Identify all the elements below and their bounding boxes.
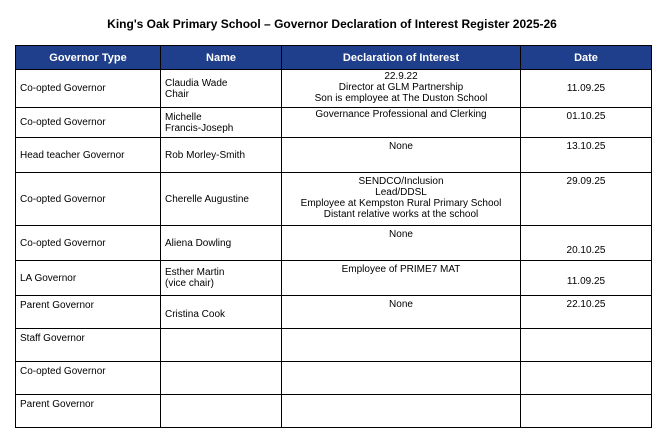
header-name: Name — [161, 46, 282, 70]
governor-type-cell: Co-opted Governor — [16, 70, 161, 108]
name-cell — [161, 108, 282, 138]
declaration-cell — [282, 138, 521, 173]
declaration-line: None — [389, 141, 413, 152]
table-header-row — [16, 46, 652, 70]
date-cell — [521, 329, 652, 362]
declaration-line: Governance Professional and Clerking — [315, 109, 487, 120]
declaration-cell — [282, 70, 521, 108]
declaration-cell — [282, 261, 521, 296]
name-line: Aliena Dowling — [165, 237, 232, 249]
declaration-cell — [282, 108, 521, 138]
header-declaration: Declaration of Interest — [282, 46, 521, 70]
date-cell: 11.09.25 — [521, 261, 652, 296]
declaration-cell — [282, 173, 521, 226]
governor-type-cell: Parent Governor — [16, 296, 161, 329]
name-line: Rob Morley-Smith — [165, 149, 246, 161]
table-row — [16, 108, 652, 138]
name-line: Chair — [165, 88, 189, 100]
governor-type-cell: Co-opted Governor — [16, 226, 161, 261]
name-line: Francis-Joseph — [165, 122, 234, 134]
table-row — [16, 395, 652, 428]
declaration-line: SENDCO/Inclusion — [358, 176, 444, 187]
governor-type-cell: Staff Governor — [16, 329, 161, 362]
page-title: King's Oak Primary School – Governor Declaration of Interest Register 2025-26 — [107, 17, 557, 31]
name-cell — [161, 226, 282, 261]
governor-type-cell: Co-opted Governor — [16, 362, 161, 395]
table-row — [16, 362, 652, 395]
governor-type-cell: Head teacher Governor — [16, 138, 161, 173]
date-cell — [521, 362, 652, 395]
name-line: Michelle — [165, 111, 202, 123]
date-cell: 13.10.25 — [521, 138, 652, 173]
name-cell — [161, 138, 282, 173]
declaration-cell — [282, 296, 521, 329]
header-governor-type: Governor Type — [16, 46, 161, 70]
governor-type-cell: LA Governor — [16, 261, 161, 296]
name-cell — [161, 70, 282, 108]
table-row — [16, 173, 652, 226]
declaration-cell — [282, 329, 521, 362]
declaration-line: Lead/DDSL — [375, 187, 427, 198]
table-row — [16, 261, 652, 296]
name-line: (vice chair) — [165, 278, 214, 289]
date-cell: 11.09.25 — [521, 70, 652, 108]
header-date: Date — [521, 46, 652, 70]
declaration-line: Distant relative works at the school — [323, 209, 479, 220]
table-row — [16, 329, 652, 362]
declaration-line: Son is employee at The Duston School — [314, 93, 488, 104]
declaration-line: None — [389, 299, 413, 310]
declaration-cell — [282, 362, 521, 395]
name-cell — [161, 296, 282, 329]
date-cell: 20.10.25 — [521, 226, 652, 261]
date-cell: 22.10.25 — [521, 296, 652, 329]
declaration-line: Employee of PRIME7 MAT — [341, 264, 461, 275]
name-line: Cristina Cook — [165, 309, 226, 320]
name-cell — [161, 173, 282, 226]
name-cell — [161, 395, 282, 428]
table-row — [16, 138, 652, 173]
governor-type-cell: Co-opted Governor — [16, 173, 161, 226]
name-cell — [161, 261, 282, 296]
table-row — [16, 70, 652, 108]
declaration-cell — [282, 395, 521, 428]
date-cell — [521, 395, 652, 428]
name-line: Cherelle Augustine — [165, 193, 249, 205]
name-line: Esther Martin — [165, 267, 225, 278]
declaration-line: None — [389, 229, 413, 240]
table-row — [16, 226, 652, 261]
declaration-line: 22.9.22 — [384, 71, 418, 82]
declaration-line: Employee at Kempston Rural Primary School — [300, 198, 502, 209]
declaration-cell — [282, 226, 521, 261]
date-cell: 29.09.25 — [521, 173, 652, 226]
table-row — [16, 296, 652, 329]
declaration-register-table — [15, 45, 652, 428]
name-cell — [161, 362, 282, 395]
declaration-line: Director at GLM Partnership — [338, 82, 464, 93]
name-cell — [161, 329, 282, 362]
governor-type-cell: Parent Governor — [16, 395, 161, 428]
governor-type-cell: Co-opted Governor — [16, 108, 161, 138]
date-cell: 01.10.25 — [521, 108, 652, 138]
name-line: Claudia Wade — [165, 77, 228, 89]
